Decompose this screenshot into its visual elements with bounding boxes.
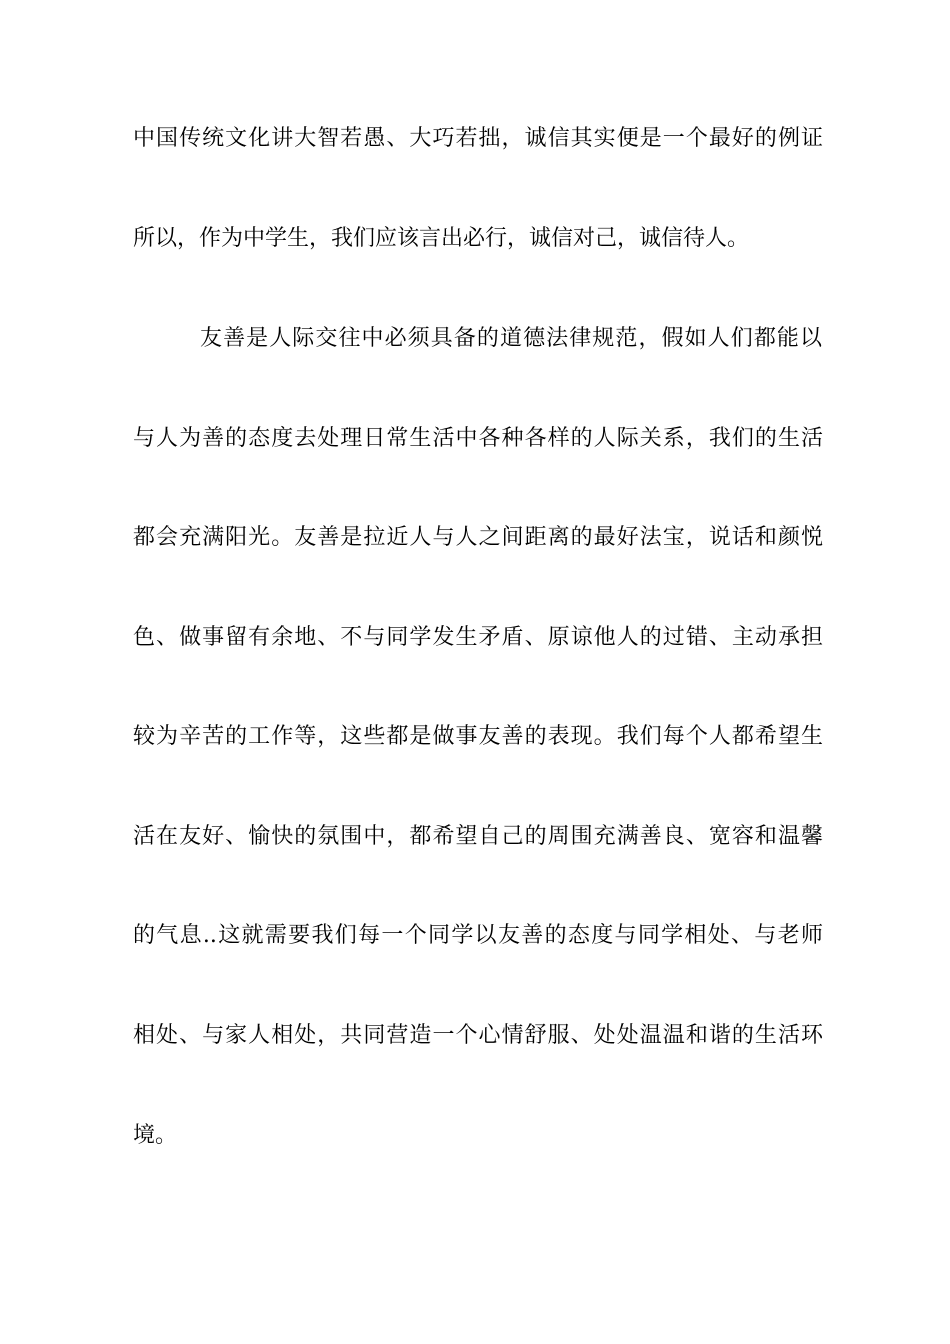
text-line-3-paragraph-start: 友善是人际交往中必须具备的道德法律规范，假如人们都能以 [200, 326, 822, 351]
text-line-10: 相处、与家人相处，共同营造一个心情舒服、处处温温和谐的生活环 [133, 1023, 823, 1048]
text-line-11: 境。 [133, 1123, 178, 1148]
text-line-2: 所以，作为中学生，我们应该言出必行，诚信对己，诚信待人。 [133, 226, 750, 251]
text-line-9: 的气息..这就需要我们每一个同学以友善的态度与同学相处、与老师 [133, 923, 823, 948]
text-line-8: 活在友好、愉快的氛围中，都希望自己的周围充满善良、宽容和温馨 [133, 824, 823, 849]
text-line-5: 都会充满阳光。友善是拉近人与人之间距离的最好法宝，说话和颜悦 [133, 525, 823, 550]
text-line-1: 中国传统文化讲大智若愚、大巧若拙，诚信其实便是一个最好的例证 [133, 126, 823, 151]
text-line-4: 与人为善的态度去处理日常生活中各种各样的人际关系，我们的生活 [133, 426, 823, 451]
text-line-6: 色、做事留有余地、不与同学发生矛盾、原谅他人的过错、主动承担 [133, 625, 823, 650]
text-line-7: 较为辛苦的工作等，这些都是做事友善的表现。我们每个人都希望生 [133, 724, 823, 749]
